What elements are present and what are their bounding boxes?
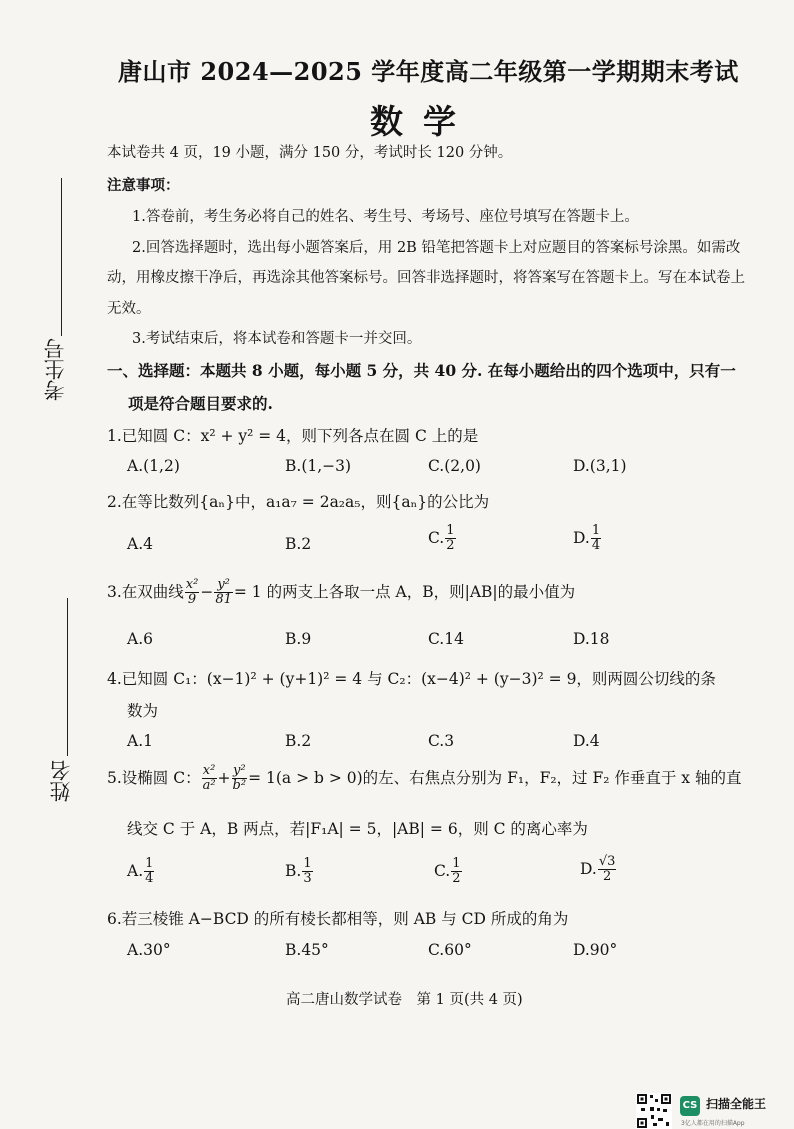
- denominator: 9: [187, 592, 197, 608]
- question-5-option-a: [127, 857, 155, 887]
- denominator: 81: [215, 592, 232, 608]
- numerator: x²: [202, 763, 216, 778]
- question-5-option-c: [434, 857, 463, 887]
- numerator: x²: [185, 577, 199, 592]
- note-item-3: 3.考试结束后，将本试卷和答题卡一并交回。: [132, 331, 422, 347]
- numerator: 1: [452, 856, 461, 871]
- fraction: [144, 857, 154, 887]
- option-letter: B.: [285, 861, 302, 880]
- stem-text: = 1(a > b > 0)的左、右焦点分别为 F₁，F₂，过 F₂ 作垂直于 x 轴的直: [248, 768, 742, 787]
- fraction: [185, 578, 200, 608]
- numerator: 1: [145, 856, 154, 871]
- question-4-option-b: B.2: [285, 732, 312, 750]
- name-line: [67, 598, 68, 756]
- question-5-stem-line2: 线交 C 于 A，B 两点，若|F₁A| = 5，|AB| = 6，则 C 的离心率为: [127, 820, 588, 838]
- fraction: [591, 524, 601, 554]
- question-4-option-c: C.3: [428, 732, 455, 750]
- exam-info: 本试卷共 4 页，19 小题，满分 150 分，考试时长 120 分钟。: [107, 145, 513, 161]
- question-5-option-b: [285, 857, 314, 887]
- denominator: 4: [145, 871, 154, 887]
- denominator: b²: [232, 778, 247, 794]
- stem-text: 5.设椭圆 C：: [107, 768, 201, 787]
- denominator: 2: [602, 869, 612, 885]
- question-2-option-d: [573, 524, 602, 554]
- question-6-option-b: B.45°: [285, 941, 329, 959]
- note-item-1: 1.答卷前，考生务必将自己的姓名、考生号、考场号、座位号填写在答题卡上。: [132, 209, 639, 225]
- question-3-option-b: B.9: [285, 630, 312, 648]
- question-5-option-d: [580, 855, 617, 885]
- fraction: [202, 764, 217, 794]
- question-4-option-a: A.1: [127, 732, 153, 750]
- fraction: [598, 855, 617, 885]
- question-1-option-d: D.(3,1): [573, 457, 627, 475]
- stem-text: = 1 的两支上各取一点 A，B，则|AB|的最小值为: [233, 582, 576, 601]
- numerator: 1: [303, 856, 312, 871]
- section-1-line2: 项是符合题目要求的.: [128, 394, 273, 413]
- question-6-option-c: C.60°: [428, 941, 472, 959]
- fraction: [232, 764, 248, 794]
- question-1-option-c: C.(2,0): [428, 457, 481, 475]
- question-1-option-b: B.(1,−3): [285, 457, 352, 475]
- numerator: y²: [233, 763, 246, 778]
- question-1-option-a: A.(1,2): [127, 457, 180, 475]
- question-2-stem: 2.在等比数列{aₙ}中，a₁a₇ = 2a₂a₅，则{aₙ}的公比为: [107, 493, 490, 511]
- camscanner-logo-icon: CS: [680, 1096, 700, 1116]
- question-2-option-a: A.4: [127, 535, 153, 553]
- question-3-option-c: C.14: [428, 630, 464, 648]
- section-1-line1: 一、选择题：本题共 8 小题，每小题 5 分，共 40 分. 在每小题给出的四个选项中，只有一: [107, 361, 736, 380]
- name-label: 姓名: [49, 760, 73, 802]
- operator: +: [217, 768, 231, 787]
- note-item-2-line2: 动，用橡皮擦干净后，再选涂其他答案标号。回答非选择题时，将答案写在答题卡上。写在本试卷上: [107, 270, 745, 286]
- question-6-stem: 6.若三棱锥 A−BCD 的所有棱长都相等，则 AB 与 CD 所成的角为: [107, 910, 569, 928]
- numerator: 1: [591, 523, 601, 538]
- option-letter: A.: [127, 861, 144, 880]
- numerator: √3: [598, 854, 616, 869]
- fraction: [302, 857, 312, 887]
- question-3-option-d: D.18: [573, 630, 610, 648]
- exam-no-label: 考生号: [43, 338, 67, 401]
- question-1-stem: 1.已知圆 C：x² + y² = 4，则下列各点在圆 C 上的是: [107, 427, 479, 445]
- denominator: 3: [303, 871, 312, 887]
- option-letter: C.: [434, 861, 451, 880]
- qr-code-icon: [636, 1093, 672, 1129]
- question-3-option-a: A.6: [127, 630, 153, 648]
- fraction: [214, 578, 233, 608]
- subject-title: 数学: [370, 102, 476, 141]
- fraction: [445, 524, 455, 554]
- denominator: a²: [202, 778, 216, 794]
- option-letter: D.: [580, 859, 597, 878]
- option-letter: D.: [573, 528, 590, 547]
- notes-heading: 注意事项：: [107, 177, 180, 194]
- denominator: 2: [446, 538, 455, 554]
- question-5-stem-line1: [107, 764, 741, 794]
- fraction: [451, 857, 461, 887]
- question-2-option-b: B.2: [285, 535, 312, 553]
- question-4-stem-line1: 4.已知圆 C₁：(x−1)² + (y+1)² = 4 与 C₂：(x−4)² + (y−3)² = 9，则两圆公切线的条: [107, 670, 716, 688]
- scanner-app-name: 扫描全能王: [706, 1097, 767, 1111]
- numerator: 1: [446, 523, 455, 538]
- denominator: 4: [591, 538, 601, 554]
- page-footer: 高二唐山数学试卷 第 1 页(共 4 页): [286, 992, 523, 1008]
- stem-text: 3.在双曲线: [107, 582, 184, 601]
- note-item-2-line1: 2.回答选择题时，选出每小题答案后，用 2B 铅笔把答题卡上对应题目的答案标号涂黑。如需改: [132, 240, 741, 256]
- operator: −: [200, 582, 214, 601]
- scanner-tagline: 3亿人都在用的扫描App: [681, 1120, 745, 1127]
- question-3-stem: [107, 578, 575, 608]
- question-6-option-a: A.30°: [127, 941, 171, 959]
- question-6-option-d: D.90°: [573, 941, 618, 959]
- denominator: 2: [452, 871, 461, 887]
- note-item-2-line3: 无效。: [107, 301, 151, 317]
- exam-title: 唐山市 2024—2025 学年度高二年级第一学期期末考试: [118, 57, 739, 86]
- option-letter: C.: [428, 528, 445, 547]
- numerator: y²: [214, 578, 233, 593]
- exam-no-line: [61, 178, 62, 336]
- question-4-stem-line2: 数为: [127, 702, 159, 720]
- question-2-option-c: [428, 524, 457, 554]
- question-4-option-d: D.4: [573, 732, 600, 750]
